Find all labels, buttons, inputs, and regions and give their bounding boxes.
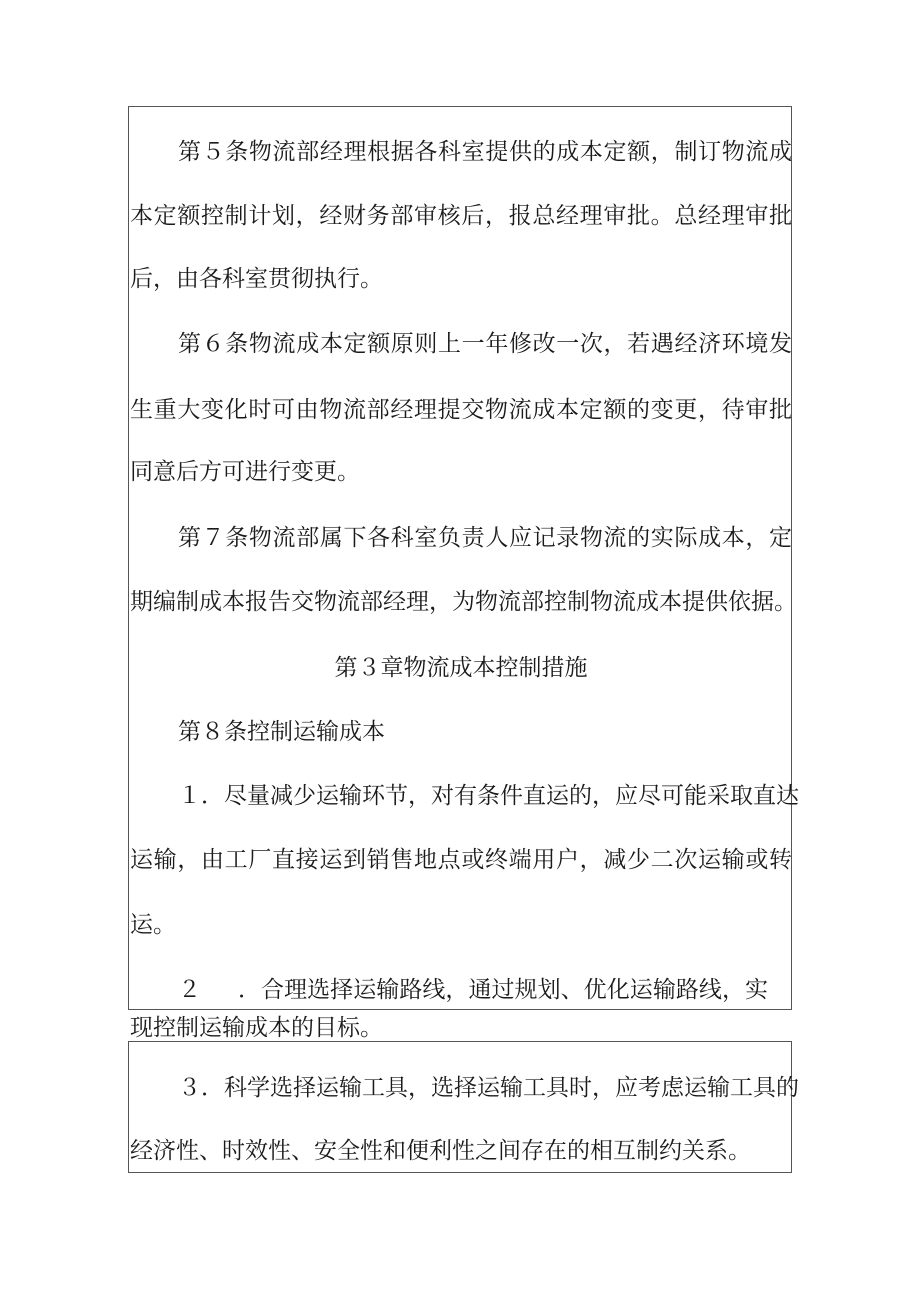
article-8-heading: 第８条控制运输成本 — [178, 719, 385, 745]
item-1-line-1: １．尽量减少运输环节，对有条件直运的，应尽可能采取直达 — [178, 783, 799, 809]
article-6-line-1: 第６条物流成本定额原则上一年修改一次，若遇经济环境发 — [178, 331, 792, 357]
article-5-line-1: 第５条物流部经理根据各科室提供的成本定额，制订物流成 — [178, 139, 792, 165]
article-5-line-3: 后，由各科室贯彻执行。 — [130, 266, 383, 292]
item-2-number: ２ — [178, 977, 201, 1003]
item-3-line-1: ３．科学选择运输工具，选择运输工具时，应考虑运输工具的 — [178, 1075, 799, 1101]
item-2-line-2: 现控制运输成本的目标。 — [130, 1015, 383, 1041]
article-6-line-2: 生重大变化时可由物流部经理提交物流成本定额的变更，待审批 — [130, 397, 792, 423]
article-5-line-2: 本定额控制计划，经财务部审核后，报总经理审批。总经理审批 — [130, 203, 792, 229]
article-6-line-3: 同意后方可进行变更。 — [130, 459, 360, 485]
article-7-line-2: 期编制成本报告交物流部经理，为物流部控制物流成本提供依据。 — [130, 589, 797, 615]
item-2-text: ．合理选择运输路线，通过规划、优化运输路线，实 — [238, 977, 768, 1003]
item-3-line-2: 经济性、时效性、安全性和便利性之间存在的相互制约关系。 — [130, 1138, 751, 1164]
chapter-3-heading: 第３章物流成本控制措施 — [334, 655, 588, 681]
article-7-line-1: 第７条物流部属下各科室负责人应记录物流的实际成本，定 — [178, 525, 792, 551]
item-1-line-2: 运输，由工厂直接运到销售地点或终端用户，减少二次运输或转 — [130, 847, 792, 873]
item-1-line-3: 运。 — [130, 912, 176, 938]
